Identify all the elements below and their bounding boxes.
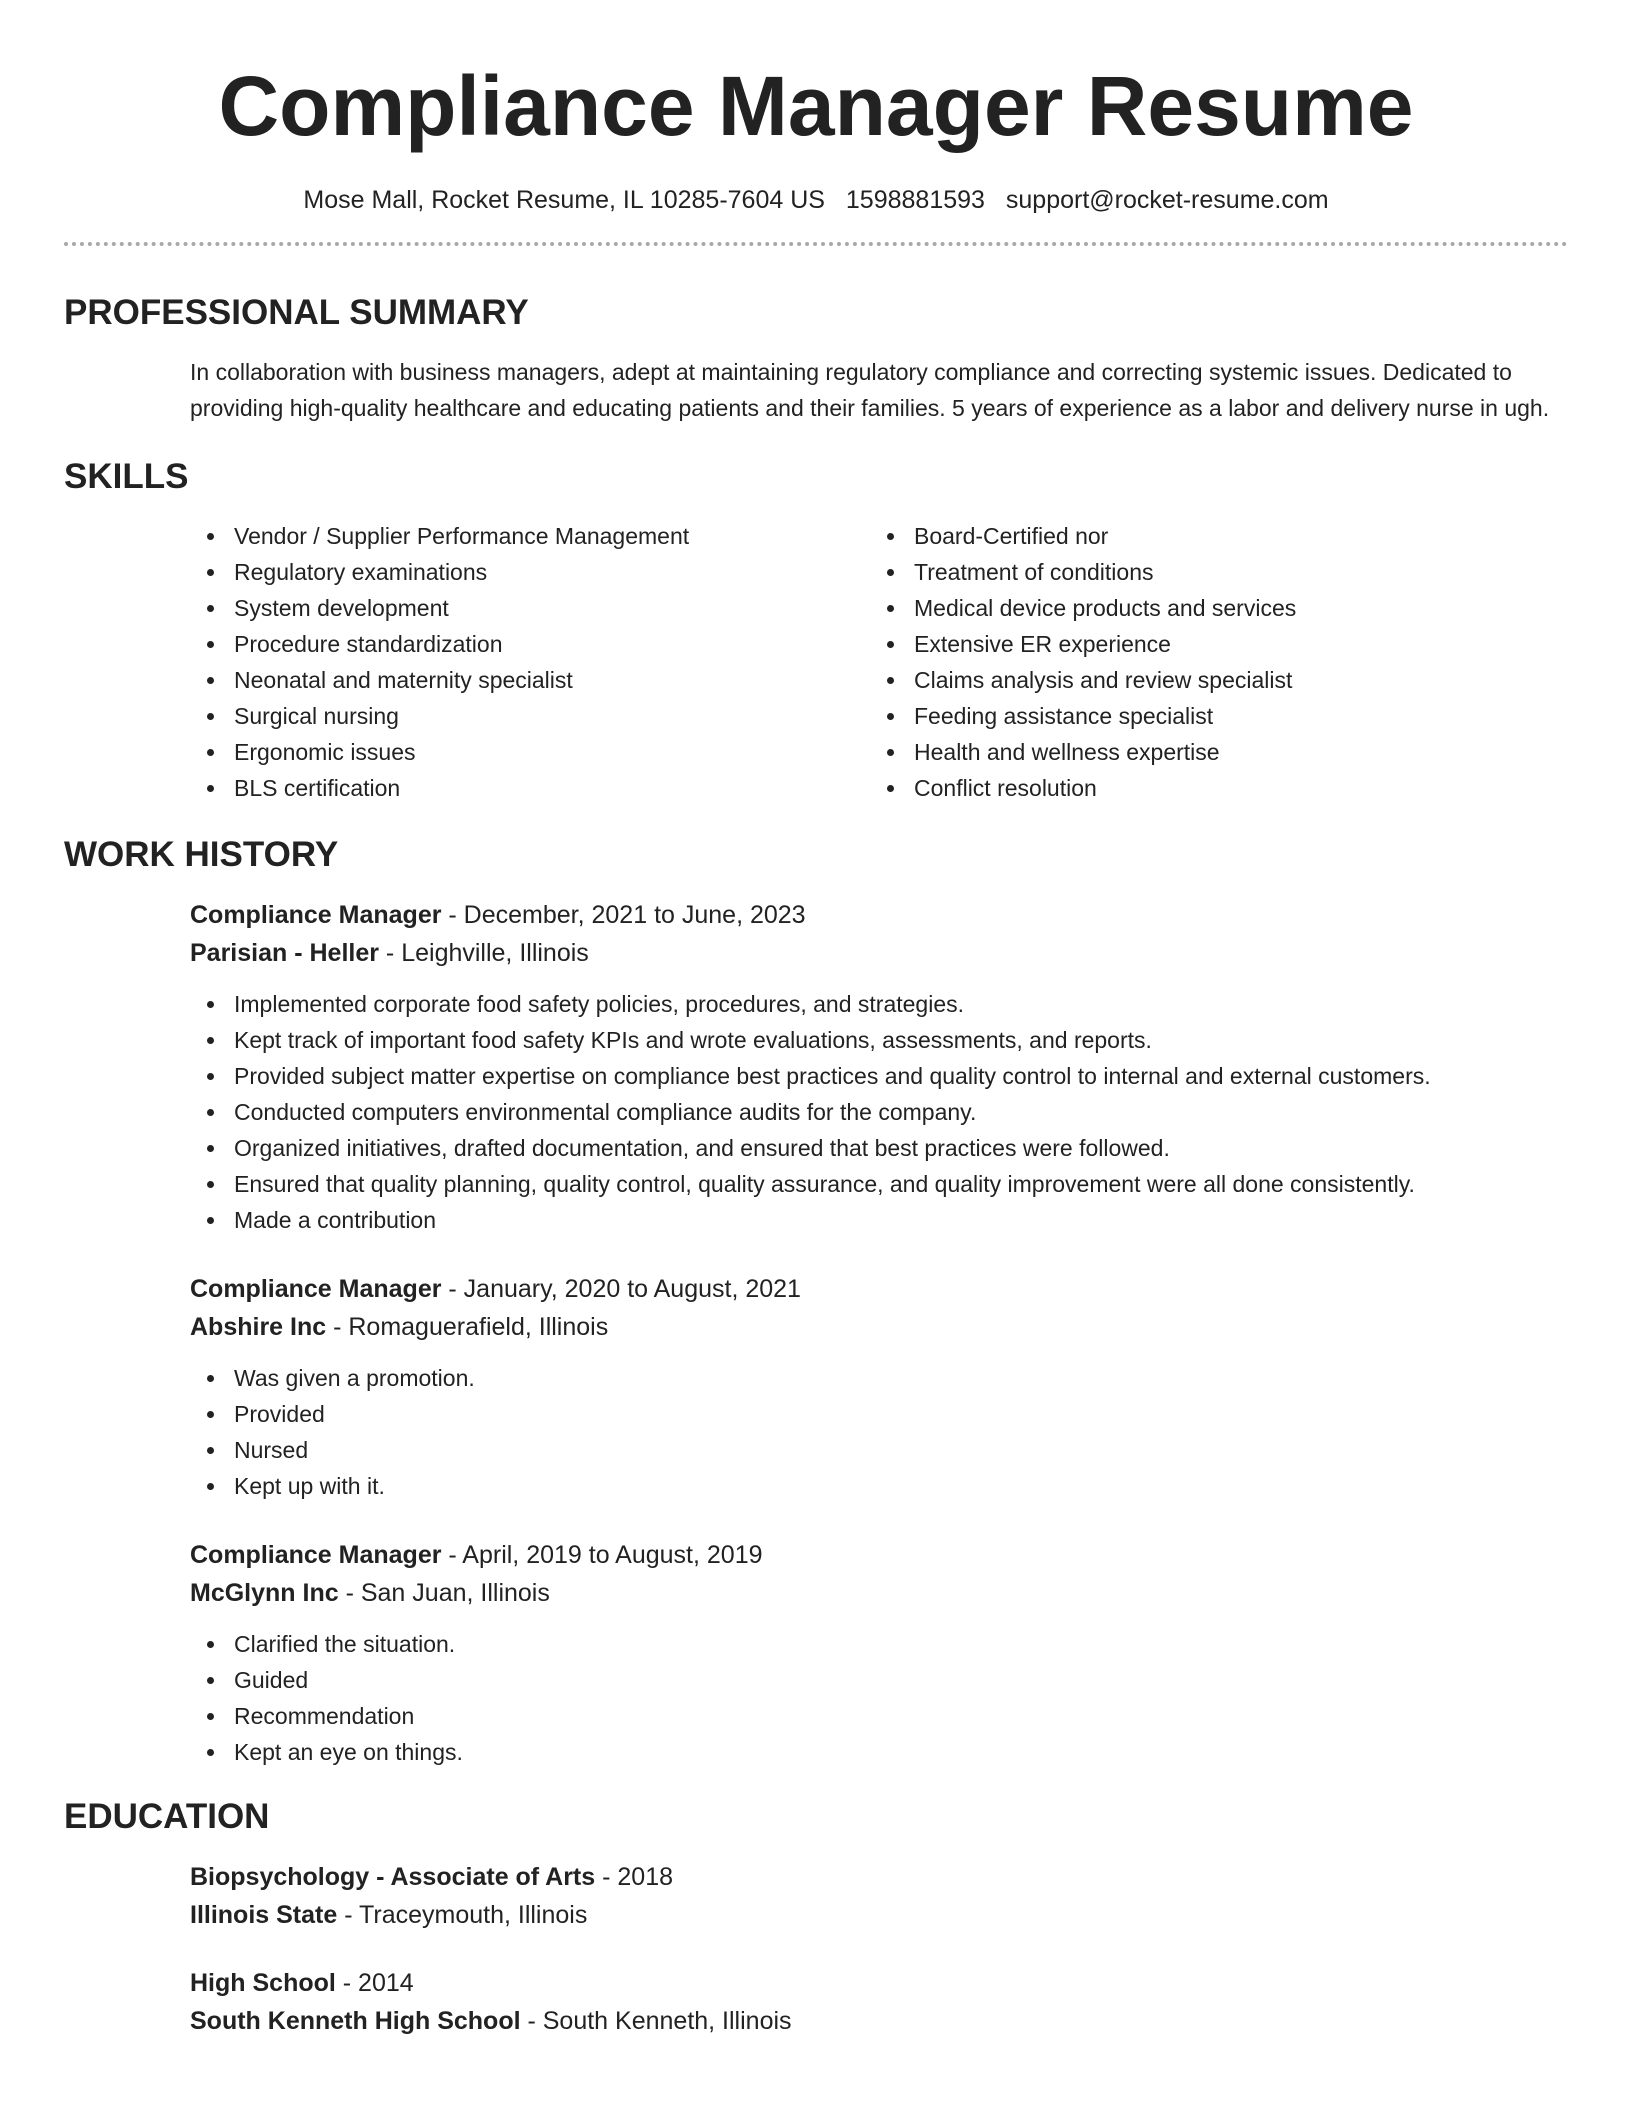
skill-item: Claims analysis and review specialist	[870, 662, 1550, 698]
skill-item: Health and wellness expertise	[870, 734, 1550, 770]
skill-item: Medical device products and services	[870, 590, 1550, 626]
job-bullet: Ensured that quality planning, quality control, quality assurance, and quality improvement were all done consistently.	[190, 1166, 1568, 1202]
education-degree-line	[190, 1964, 1568, 2002]
contact-address: Mose Mall, Rocket Resume, IL 10285-7604 US	[303, 186, 825, 214]
job-dates: - January, 2020 to August, 2021	[441, 1275, 801, 1303]
job-location: - San Juan, Illinois	[338, 1579, 550, 1607]
skill-item: Regulatory examinations	[190, 554, 870, 590]
education-school-line	[190, 2002, 1568, 2040]
education-school: Illinois State	[190, 1901, 338, 1929]
job-bullet: Guided	[190, 1662, 1568, 1698]
skill-item: Neonatal and maternity specialist	[190, 662, 870, 698]
work-history-heading: WORK HISTORY	[64, 835, 339, 874]
resume-title: Compliance Manager Resume	[218, 59, 1414, 153]
job-bullets	[190, 1626, 1568, 1770]
header-divider	[64, 242, 1568, 246]
job-location: - Leighville, Illinois	[378, 939, 589, 967]
contact-phone: 1598881593	[845, 186, 985, 214]
job-dates: - April, 2019 to August, 2019	[441, 1541, 763, 1569]
job-bullet: Provided	[190, 1396, 1568, 1432]
skill-item: Board-Certified nor	[870, 518, 1550, 554]
contact-line	[64, 184, 1568, 216]
job-bullet: Implemented corporate food safety policies, procedures, and strategies.	[190, 986, 1568, 1022]
skill-item: System development	[190, 590, 870, 626]
job-entry	[190, 1270, 1568, 1504]
job-bullet: Kept track of important food safety KPIs and wrote evaluations, assessments, and reports.	[190, 1022, 1568, 1058]
job-bullet: Was given a promotion.	[190, 1360, 1568, 1396]
skill-item: Procedure standardization	[190, 626, 870, 662]
job-bullets	[190, 1360, 1568, 1504]
skills-heading: SKILLS	[64, 457, 189, 496]
education-year: - 2014	[335, 1969, 414, 1997]
education-heading: EDUCATION	[64, 1797, 270, 1836]
education-degree-line	[190, 1858, 1568, 1896]
job-title-line	[190, 896, 1568, 934]
education-entry	[190, 1858, 1568, 1934]
job-company-line	[190, 1574, 1568, 1612]
summary-heading: PROFESSIONAL SUMMARY	[64, 293, 529, 332]
job-bullet: Nursed	[190, 1432, 1568, 1468]
job-dates: - December, 2021 to June, 2023	[441, 901, 806, 929]
education-school-line	[190, 1896, 1568, 1934]
education-year: - 2018	[595, 1863, 674, 1891]
skill-item: Conflict resolution	[870, 770, 1550, 806]
job-title-line	[190, 1270, 1568, 1308]
job-bullets	[190, 986, 1568, 1238]
job-bullet: Kept an eye on things.	[190, 1734, 1568, 1770]
job-bullet: Recommendation	[190, 1698, 1568, 1734]
job-company-line	[190, 934, 1568, 972]
skill-item: BLS certification	[190, 770, 870, 806]
job-bullet: Provided subject matter expertise on compliance best practices and quality control to internal and external customers.	[190, 1058, 1568, 1094]
job-bullet: Made a contribution	[190, 1202, 1568, 1238]
job-company-line	[190, 1308, 1568, 1346]
job-company: Parisian - Heller	[190, 939, 379, 967]
job-entry	[190, 1536, 1568, 1770]
job-bullet: Organized initiatives, drafted documentation, and ensured that best practices were followed.	[190, 1130, 1568, 1166]
job-location: - Romaguerafield, Illinois	[326, 1313, 609, 1341]
job-title-line	[190, 1536, 1568, 1574]
education-degree: Biopsychology - Associate of Arts	[190, 1863, 596, 1891]
skill-item: Extensive ER experience	[870, 626, 1550, 662]
contact-email: support@rocket-resume.com	[1005, 186, 1329, 214]
job-bullet: Conducted computers environmental compliance audits for the company.	[190, 1094, 1568, 1130]
skills-grid	[190, 518, 1568, 806]
job-company: Abshire Inc	[190, 1313, 327, 1341]
education-school: South Kenneth High School	[190, 2007, 521, 2035]
education-location: - Traceymouth, Illinois	[337, 1901, 588, 1929]
education-entry	[190, 1964, 1568, 2040]
job-bullet: Clarified the situation.	[190, 1626, 1568, 1662]
summary-text: In collaboration with business managers, adept at maintaining regulatory compliance and correcting systemic issues. Dedicated to providing high-quality healthcare and educating patients and their families. 5 years of experience as a labor and delivery nurse in ugh.	[190, 359, 1550, 421]
skill-item: Treatment of conditions	[870, 554, 1550, 590]
education-location: - South Kenneth, Illinois	[520, 2007, 792, 2035]
job-title: Compliance Manager	[190, 901, 442, 929]
skills-list-right	[870, 518, 1550, 806]
skill-item: Vendor / Supplier Performance Management	[190, 518, 870, 554]
job-company: McGlynn Inc	[190, 1579, 339, 1607]
skills-list-left	[190, 518, 870, 806]
skill-item: Ergonomic issues	[190, 734, 870, 770]
job-title: Compliance Manager	[190, 1541, 442, 1569]
job-entry	[190, 896, 1568, 1238]
job-title: Compliance Manager	[190, 1275, 442, 1303]
skill-item: Surgical nursing	[190, 698, 870, 734]
job-bullet: Kept up with it.	[190, 1468, 1568, 1504]
skill-item: Feeding assistance specialist	[870, 698, 1550, 734]
education-degree: High School	[190, 1969, 336, 1997]
